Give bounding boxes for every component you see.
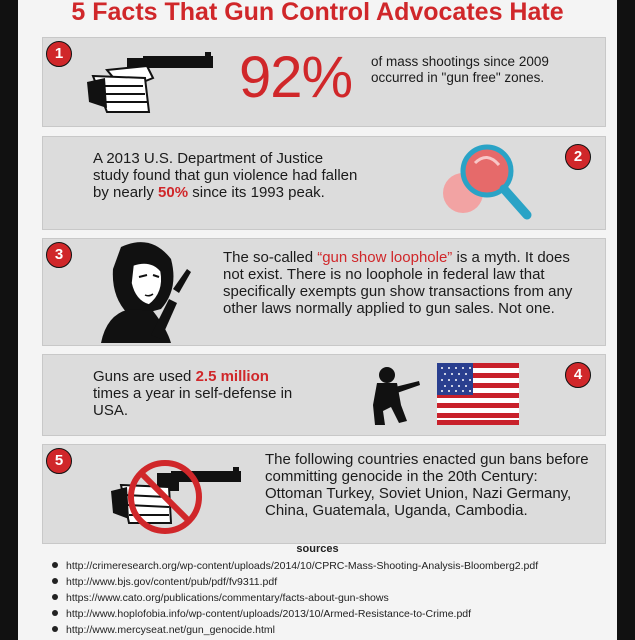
fact-text: of mass shootings since 2009 occurred in "gun free" zones. — [371, 54, 549, 85]
fact-text: A 2013 U.S. Department of Justice study found that gun violence had fallen by nearly 50% since its 1993 peak. — [93, 150, 358, 201]
fact-number-badge: 2 — [565, 144, 591, 170]
sources-heading: sources — [296, 543, 339, 555]
soldier-and-flag-icon — [361, 361, 541, 431]
highlight-percent: 50% — [158, 184, 189, 201]
fact-panel-4 — [42, 354, 606, 436]
bullet-icon — [52, 578, 58, 584]
source-link[interactable]: http://www.hoplofobia.info/wp-content/uploads/2013/10/Armed-Resistance-to-Crime.pdf — [52, 607, 612, 621]
bullet-icon — [52, 626, 58, 632]
fact-text: Guns are used 2.5 million times a year in self-defense in USA. — [93, 368, 293, 419]
infographic — [18, 0, 617, 640]
fact-number-badge: 3 — [46, 242, 72, 268]
bullet-icon — [52, 562, 58, 568]
source-link[interactable]: http://www.bjs.gov/content/pub/pdf/fv9311.pdf — [52, 575, 612, 589]
bullet-icon — [52, 610, 58, 616]
magnifier-icon — [441, 141, 541, 221]
highlight-count: 2.5 million — [195, 368, 269, 385]
bullet-icon — [52, 594, 58, 600]
fact-number-badge: 1 — [46, 41, 72, 67]
fact-number-badge: 4 — [565, 362, 591, 388]
fact-panel-2 — [42, 136, 606, 230]
fact-text: The following countries enacted gun bans before committing genocide in the 20th Century: Ottoman Turkey, Soviet Union, Nazi Germany, China, Guatemala, Uganda, Cambodia. — [265, 451, 589, 519]
fact-panel-5 — [42, 444, 606, 544]
page-title: 5 Facts That Gun Control Advocates Hate — [71, 0, 564, 26]
no-guns-icon — [107, 457, 257, 537]
source-link[interactable]: http://www.mercyseat.net/gun_genocide.html — [52, 623, 612, 637]
mass-shooting-stat: 92% — [239, 45, 353, 110]
fact-panel-1 — [42, 37, 606, 127]
source-link[interactable]: http://crimeresearch.org/wp-content/uploads/2014/10/CPRC-Mass-Shooting-Analysis-Bloomberg2.pdf — [52, 559, 612, 573]
highlight-loophole: “gun show loophole” — [317, 249, 453, 266]
fact-number-badge: 5 — [46, 448, 72, 474]
pistol-hand-icon — [87, 52, 217, 112]
woman-with-gun-icon — [91, 239, 201, 343]
fact-text: The so-called “gun show loophole” is a myth. It does not exist. There is no loophole in federal law that specifically exempts gun show transactions from any other laws normally applied to gun sales. Not one. — [223, 249, 573, 317]
source-link[interactable]: https://www.cato.org/publications/commentary/facts-about-gun-shows — [52, 591, 612, 605]
fact-panel-3 — [42, 238, 606, 346]
